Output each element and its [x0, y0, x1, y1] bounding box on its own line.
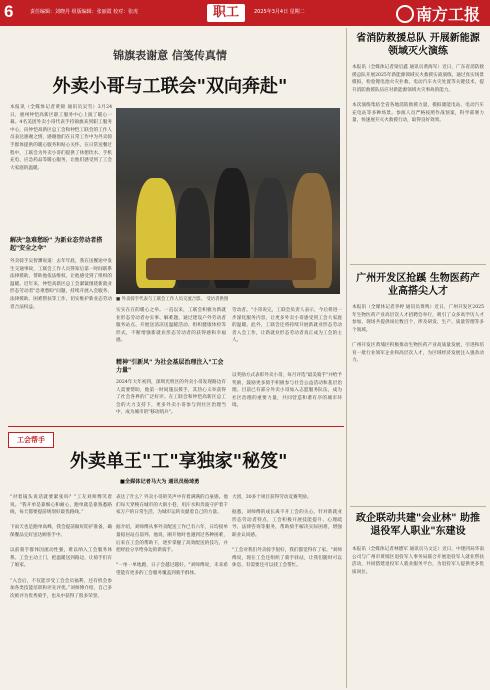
article2-col1-text: "对着镜头说话就要紧张吗？"工友刘师傅笑着说。“我开单是靠细心和耐心，跑单就是靠熟悉路线，每天都要提前规划好最优路线。” 下雨天也是跑单高峰，我会提前做好防护准备，确保餐品完好送达顾客手中。 以前骑手群体因流动性强，难以纳入工会服务体系。工会主动上门，把温暖送到路边，让骑手们有了娘家。 “入会后，不仅能享受工会会员福利，还有机会参加各类技能培训和评先评优。”刘师傅介绍，自己多次被评为优秀骑手，也从中获得了很多荣誉。 [10, 495, 112, 599]
article1-col1b-text: 外卖骑手吴智渊说道：去年年底，我在送餐途中发生交通事故，工联会工作人员得知后第一时间联系法律援助，帮助他依法维权，让他感受到了组织的温暖。近年来，仲恺高新区总工会紧紧围绕新就业形态劳动者"急难愁盼"问题，持续开展入会服务、法律援助、困难帮扶等工作，切实维护新业态劳动者合法权益。 [10, 259, 112, 310]
article2-col3-text: 大团，30多个项目获得劳动竞赛奖励。 据悉，刘师傅的成长离不开工会的关心。针对新就业形态劳动者特点，工会积极开展技能提升、心理疏导、法律咨询等服务，帮助骑手解决实际困难，增强职业认同感。 "工会对我们外卖骑手很好，我们都觉得有了家。"刘师傅说，现在工会还组织了骑手驿站，让我们随时可以休息，有需要还可以找工会帮忙。 [232, 495, 342, 569]
article1-col2b-text: 2024年大年初四，深圳光明区的外卖小哥发现路边有人需要帮助，他第一时间施以援手，其热心义举获得了社会各界的广泛好评。在工联会和仲恺高新区总工会的大力支持下，更多外卖小哥参与到社区治理当中，成为城市的"移动哨兵"。 [116, 380, 226, 416]
masthead-title: 南方工报 [416, 5, 481, 24]
article1-col1-text: 本报讯（全媒体记者黄锦 通讯员吴雪）3月24日，惠州仲恺高新区职工服务中心上演了暖心一幕。4名美团外卖小哥代表手持锦旗来到职工服务中心，向仲恺高新区总工会和仲恺工联会的工作人员表达感谢之情，感谢他们在日常工作中为外卖骑手群体提供的暖心服务和贴心关怀。在日常送餐过程中，工联会为外卖小哥们提供了休憩饮水、手机充电、应急药品等暖心服务，让他们感受到了工会大家庭的温暖。 [10, 105, 112, 171]
right-article2-text: 本报讯（全媒体记者李婷 通讯员黄鸣）近日，广州开发区2025年生物医药产业高层次人才招聘会举行，吸引了众多高学历人才参加，现场共提供岗位数百个，涉及研发、生产、质量管理等多个领域。 广州开发区黄埔区积极推动生物医药产业高质量发展，引进和培育一批行业领军企业和高层次人才，为区域经济发展注入强劲动力。 [352, 305, 484, 364]
editor-credits: 责任编辑：刘晓丹 组版编辑：张丽霞 校对：张虎 [30, 9, 139, 15]
right-article3-text: 本报讯（全媒体记者林德军 通讯员马文定）近日，中建四局华南公司与广州市黄埔区退役军人事务局联合开展退役军人就业帮扶活动，共同搭建退役军人就业服务平台，为退役军人提供更多优质岗位。 [352, 547, 484, 575]
article2-column-tag: 工会帮手 [8, 432, 54, 448]
right-headline-1: 省消防救援总队 开展新能源领域灭火演练 [356, 33, 480, 57]
article1-photo [116, 108, 340, 294]
section-divider [8, 426, 344, 427]
newspaper-masthead [396, 2, 488, 24]
section-label: 职工 [207, 4, 245, 22]
article2-byline: ■全媒体记者马大为 通讯员杨琦勇 [120, 479, 200, 485]
article1-subhead-1: 解决"急难愁盼" 为新业态劳动者搭起"安全之伞" [10, 237, 103, 252]
article2-col2-text: 表达了什么？外卖小哥的笑声中有着满满的自豪感。他们每天穿梭在城市的大街小巷，用汗水和奔波守护着千家万户的日常生活，为城市运转贡献着自己的力量。 据介绍，刘师傅从事外卖配送工作已有六年，日均接单量稳居站点前列。他说，刚开始时也遇到过各种困难，后来在工会的帮助下，逐步掌握了高效配送的技巧，并把经验分享给身边的新骑手。 "一单一单地跑，日子会越过越好。"刘师傅说，未来希望能有更多的工会服务覆盖到骑手群体。 [116, 495, 228, 576]
masthead-logo-icon [396, 5, 414, 23]
article1-kicker: 锦旗表谢意 信笺传真情 [113, 49, 227, 62]
article1-col2-text: 实实在在的暖心之举。一直以来，工联会积极为新就业形态劳动者办实事、解难题，通过建设户外劳动者服务站点、开展送清凉送温暖活动、组织健康体检等形式，不断增强新就业形态劳动者的获得感和幸福感。 [116, 308, 226, 344]
right-divider-1 [350, 264, 486, 265]
article1-col3b-text: 以奖励方式表彰外卖小哥，每月评选"最美骑手"并给予奖励，鼓励更多骑手积极参与社会公益活动和基层治理。目前已有部分外卖小哥加入志愿服务队伍，成为社区治理的重要力量，共同营造和谐有序的城市环境。 [232, 373, 342, 409]
right-headline-3: 政企联动共建"会业林" 助推退役军人职业"东建设 [356, 513, 480, 537]
article2-headline: 外卖单王"工"享独家"秘笈" [70, 451, 288, 472]
column-rule [346, 28, 347, 688]
article1-subhead-2: 精神"引新风" 为社会基层治理注入"工会力量" [116, 359, 224, 374]
right-headline-2: 广州开发区抢蹊 生物医药产业高搭尖人才 [356, 273, 480, 297]
photo-caption: ■ 外卖骑手代表与工联会工作人员交流合影。 受访者供图 [116, 297, 229, 302]
right-divider-2 [350, 506, 486, 507]
issue-date: 2025年3月4日 星期二 [254, 9, 305, 15]
right-article1-text: 本报讯（全媒体记者梁启鑫 通讯员黄海军）近日，广东省消防救援总队开展2025年新能源领域灭火救援实战演练，通过真实场景模拟，检验锂电池火灾扑救、电动汽车火灾处置等关键技术，提升消防救援队伍应对新能源领域火灾事故的能力。 本次演练集结全省各地消防救援力量，模拟储能电站、电动汽车充电站等多种场景。参演人员严格按照作战预案，科学部署力量，快速展开灭火救援行动，取得良好效果。 [352, 65, 484, 124]
page-number: 6 [4, 2, 14, 21]
article1-headline: 外卖小哥与工联会"双向奔赴" [52, 76, 288, 97]
article1-col3-text: 劳动者。"小哥说完，工联会负责人表示，今后将进一步深化服务内容，让更多外卖小哥感受到工会大家庭的温暖。此外，工联会还将持续开展新就业形态劳动者入会工作，让新就业形态劳动者真正成为工会的主人。 [232, 308, 342, 344]
